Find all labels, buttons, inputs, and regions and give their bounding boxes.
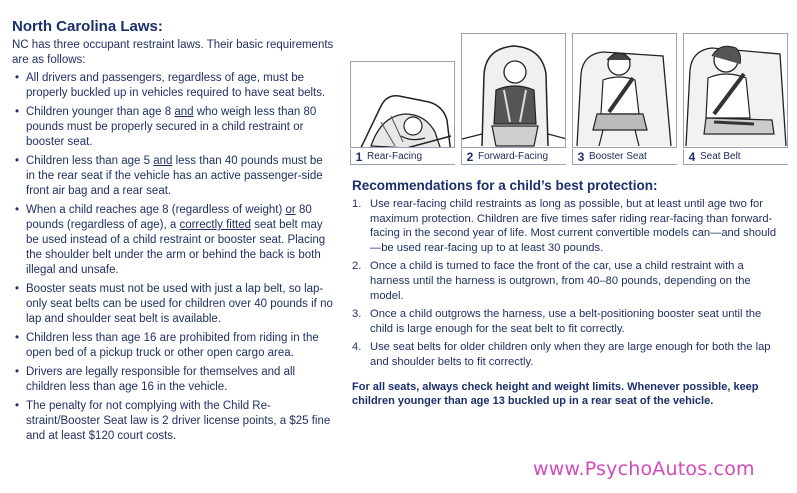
panel-label: Forward-Facing: [478, 151, 549, 162]
panel-seat-belt: [683, 33, 788, 165]
recommendation-text: Use seat belts for older children only when they are large enough for both the lap and shoulder belts to fit correctly.: [370, 341, 771, 368]
law-item: [12, 365, 334, 395]
watermark: www.PsychoAutos.com: [533, 458, 755, 480]
booster-seat-illustration: [572, 33, 677, 148]
panel-label: Seat Belt: [700, 151, 741, 162]
law-text: Children less than age 16 are prohibited from riding in the open bed of a pickup truck or other open cargo area.: [26, 332, 319, 359]
recommendation-number: 2.: [352, 260, 362, 273]
recommendation-item: [352, 197, 784, 255]
recommendation-number: 3.: [352, 308, 362, 321]
law-text: Children younger than age 8: [26, 106, 175, 118]
seat-belt-illustration: [683, 33, 788, 148]
nc-laws-section: [12, 18, 334, 448]
nc-laws-list: [12, 71, 334, 444]
rear-facing-seat-icon: [351, 62, 455, 148]
law-text: Booster seats must not be used with just a lap belt, so lap-only seat belts can be used for children over 40 pounds if no lap and shoulder seat belt is available.: [26, 283, 333, 325]
law-text: seat belt may be used instead of a child restraint or booster seat. Placing the shoulder belt under the arm or behind the back is both illegal and unsafe.: [26, 219, 326, 276]
panel-number: 2: [466, 149, 474, 164]
panel-forward-facing: [461, 33, 566, 165]
panel-number: 3: [577, 149, 585, 164]
seat-stage-illustrations: [350, 33, 784, 165]
law-text: When a child reaches age 8 (regardless of weight): [26, 204, 286, 216]
recommendations-section: [352, 178, 784, 409]
panel-number: 4: [688, 149, 696, 164]
seat-belt-icon: [684, 34, 788, 148]
underlined-text: and: [153, 155, 173, 167]
law-text: All drivers and passengers, regardless of age, must be properly buckled up in vehicles required to have seat belts.: [26, 72, 326, 99]
recommendation-item: [352, 340, 784, 369]
panel-label: Rear-Facing: [367, 151, 423, 162]
recommendation-item: [352, 307, 784, 336]
recommendation-number: 4.: [352, 341, 362, 354]
recommendation-item: [352, 259, 784, 303]
recommendation-text: Once a child is turned to face the front of the car, use a child restraint with a harness until the harness is outgrown, from 40–80 pounds, depending on the model.: [370, 260, 751, 302]
law-text: Children less than age 5: [26, 155, 154, 167]
nc-laws-intro: NC has three occupant restraint laws. Their basic requirements are as follows:: [12, 39, 334, 66]
panel-caption: [461, 149, 566, 165]
panel-booster-seat: [572, 33, 677, 165]
law-item: [12, 203, 334, 278]
law-item: [12, 71, 334, 101]
recommendations-title: Recommendations for a child’s best protection:: [352, 178, 658, 193]
law-item: [12, 331, 334, 361]
law-text: 80 pounds (regardless of age), a: [26, 204, 312, 231]
law-item: [12, 105, 334, 150]
recommendation-text: Once a child outgrows the harness, use a belt-positioning booster seat until the child is large enough for the seat belt to fit correctly.: [370, 308, 762, 335]
law-item: [12, 154, 334, 199]
panel-caption: [683, 149, 788, 165]
booster-seat-icon: [573, 34, 677, 148]
panel-label: Booster Seat: [589, 151, 647, 162]
panel-caption: [350, 149, 455, 165]
law-text: The penalty for not complying with the Child Re-straint/Booster Seat law is 2 driver license points, a $25 fine and at least $120 court costs.: [26, 400, 331, 442]
law-text: Drivers are legally responsible for themselves and all children less than age 16 in the vehicle.: [26, 366, 296, 393]
law-text: less than 40 pounds must be in the rear seat if the vehicle has an active passenger-side front air bag and a rear seat.: [26, 155, 323, 197]
recommendation-number: 1.: [352, 198, 362, 210]
panel-caption: [572, 149, 677, 165]
rear-facing-seat-illustration: [350, 61, 455, 148]
safety-note: For all seats, always check height and weight limits. Whenever possible, keep children younger than age 13 buckled up in a rear seat of the vehicle.: [352, 380, 759, 408]
underlined-text: or: [285, 204, 296, 216]
forward-facing-seat-illustration: [461, 33, 566, 148]
law-item: [12, 282, 334, 327]
recommendations-list: [352, 197, 784, 370]
panel-rear-facing: [350, 33, 455, 165]
law-item: [12, 399, 334, 444]
underlined-text: and: [174, 106, 194, 118]
forward-facing-seat-icon: [462, 34, 566, 148]
nc-laws-title: North Carolina Laws:: [12, 18, 163, 35]
panel-number: 1: [355, 149, 363, 164]
recommendation-text: Use rear-facing child restraints as long as possible, but at least until age two for maximum protection. Children are five times safer riding rear-facing than forward-facing in the second year of life. Most current convertible models can—and should—be used rear-facing up to at least 30 pounds.: [370, 198, 777, 254]
law-text: who weigh less than 80 pounds must be properly secured in a child restraint or booster seat.: [26, 106, 317, 148]
underlined-text: correctly fitted: [179, 219, 252, 231]
